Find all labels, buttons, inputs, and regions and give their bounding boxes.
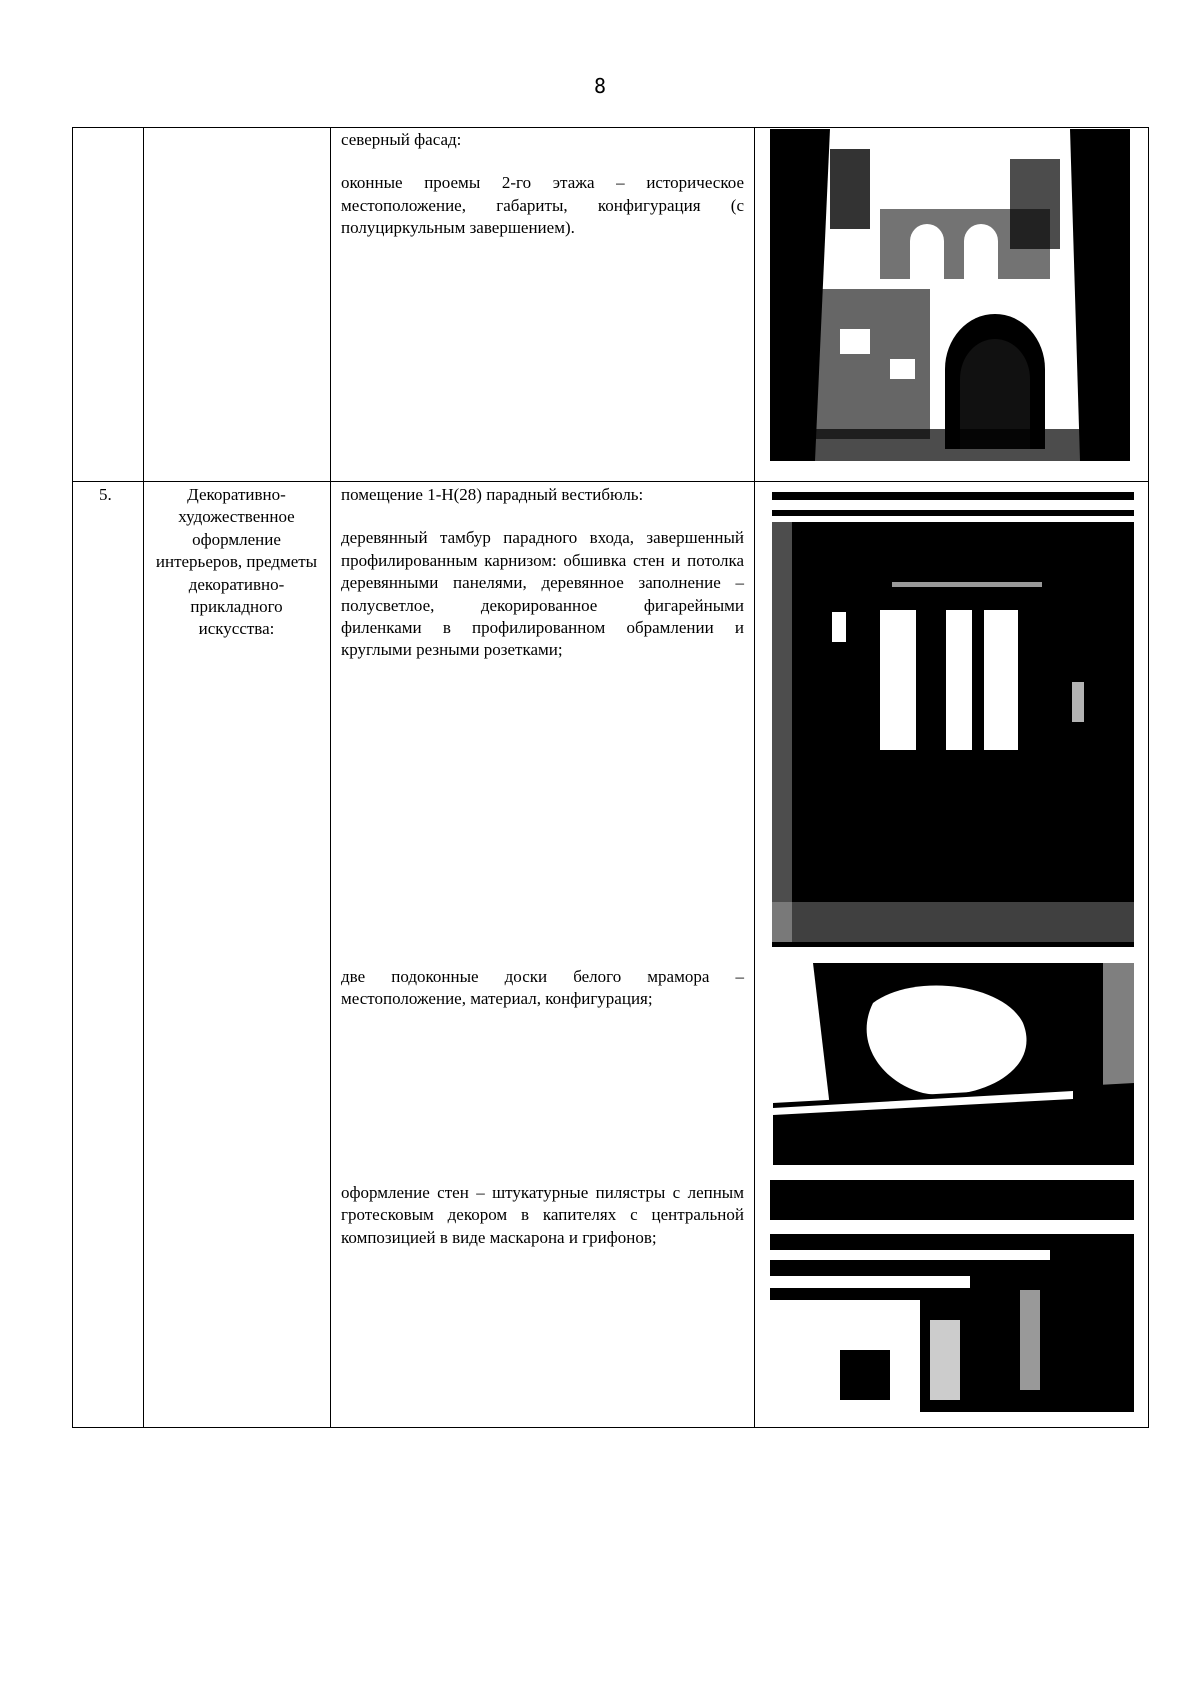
table-border-left xyxy=(72,127,73,1428)
table-border-bottom xyxy=(72,1427,1149,1428)
row-2-item-1 xyxy=(341,484,744,662)
row-1-description xyxy=(341,129,744,240)
row-2-category: Декоративно-художественное оформление интерьеров, предметы декоративно-прикладного искусства: xyxy=(155,485,318,639)
item-text: деревянный тамбур парадного входа, завершенный профилированным карнизом: обшивка стен и потолка деревянными панелями, деревянное заполнение – полусветлое, декорированное фигарейными филенками в профилированном обрамлении и круглыми резными розетками; xyxy=(341,528,744,660)
item-heading: помещение 1-Н(28) парадный вестибюль: xyxy=(341,485,644,504)
item-text: оконные проемы 2-го этажа – историческое местоположение, габариты, конфигурация (с полуциркульным завершением). xyxy=(341,173,744,238)
column-divider xyxy=(143,127,144,1428)
row-2-item-2: две подоконные доски белого мрамора – местоположение, материал, конфигурация; xyxy=(341,967,744,1009)
item-heading: северный фасад: xyxy=(341,130,462,149)
column-divider xyxy=(330,127,331,1428)
row-2-number: 5. xyxy=(99,485,112,504)
wooden-vestibule-photo xyxy=(772,482,1134,947)
marble-windowsill-photo xyxy=(773,963,1134,1165)
pilaster-capital-photo xyxy=(770,1180,1134,1412)
north-facade-arched-windows-photo xyxy=(770,129,1130,461)
page-number: 8 xyxy=(593,74,607,98)
column-divider xyxy=(754,127,755,1428)
table-border-top xyxy=(72,127,1149,128)
row-2-item-3: оформление стен – штукатурные пилястры с лепным гротесковым декором в капителях с центральной композицией в виде маскарона и грифонов; xyxy=(341,1183,744,1247)
table-border-right xyxy=(1148,127,1149,1428)
